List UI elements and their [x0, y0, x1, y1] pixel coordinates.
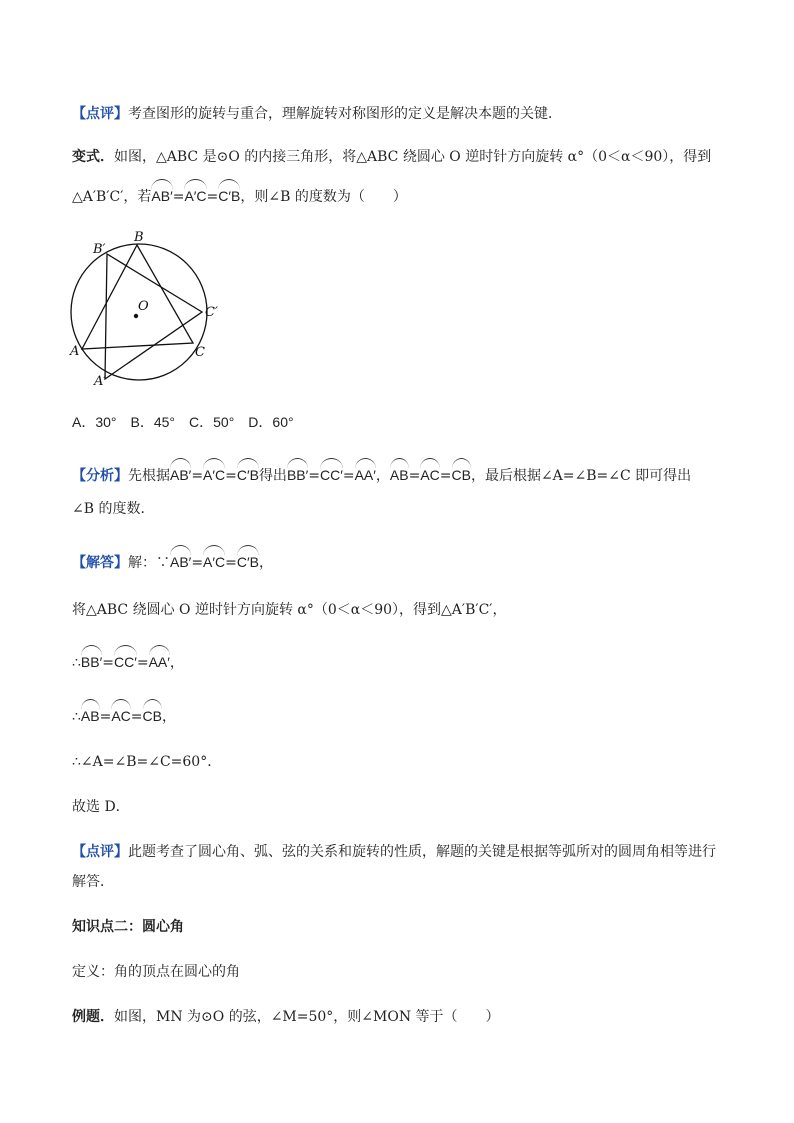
- review-paragraph-2-line-2: 解答．: [72, 874, 114, 890]
- arc: AA′: [149, 650, 170, 672]
- analysis-line-2: ∠B 的度数．: [72, 501, 155, 517]
- equals-sign: =: [342, 468, 355, 484]
- label-c-prime: C′: [205, 305, 218, 320]
- equals-sign: =: [225, 555, 237, 571]
- example-text: 如图，MN 为⊙O 的弦，∠M=50°，则∠MON 等于（ ）: [114, 1009, 500, 1025]
- equals-sign: =: [191, 555, 204, 571]
- variant-text-post: ，则∠B 的度数为（ ）: [240, 189, 407, 205]
- variant-line-1: [72, 147, 711, 167]
- review-text: 考查图形的旋转与重合，理解旋转对称图形的定义是解决本题的关键．: [128, 106, 562, 122]
- arc: CB: [452, 463, 471, 485]
- label-b-prime: B′: [93, 242, 106, 257]
- variant-text-pre: △A′B′C′，若: [72, 189, 152, 205]
- answer-options: A．30° B．45° C．50° D．60°: [72, 414, 294, 430]
- solution-text: ，: [258, 555, 273, 571]
- label-a-prime: A′: [94, 374, 107, 389]
- solution-text: 解：∵: [128, 555, 170, 571]
- arc: AA′: [355, 463, 376, 485]
- analysis-text: ，: [375, 468, 390, 484]
- knowledge-point-title: 知识点二：圆心角: [72, 919, 184, 935]
- solution-line-2: 将△ABC 绕圆心 O 逆时针方向旋转 α°（0＜α＜90），得到△A′B′C′，: [72, 602, 507, 618]
- arc: BB′: [287, 463, 308, 485]
- solution-tag: 【解答】: [72, 555, 128, 571]
- equals-sign: =: [136, 655, 149, 671]
- example-label: 例题．: [72, 1009, 114, 1025]
- arc: AC: [111, 704, 130, 726]
- arc: A′C: [203, 550, 225, 572]
- review-paragraph-2: [72, 842, 716, 862]
- solution-line-4: [72, 704, 176, 727]
- equals-sign: =: [130, 709, 143, 725]
- equals-sign: =: [225, 468, 237, 484]
- solution-text: ，: [169, 655, 184, 671]
- definition-line: 定义：角的顶点在圆心的角: [72, 964, 240, 980]
- arc-c-prime-b: C′B: [218, 184, 240, 206]
- therefore-symbol: ∴: [72, 709, 81, 725]
- arc-a-prime-c: A′C: [184, 184, 206, 206]
- equals-sign: =: [308, 468, 320, 484]
- equals-sign: =: [206, 189, 219, 205]
- example-line: [72, 1007, 500, 1027]
- solution-line-3: [72, 650, 184, 673]
- arc: AB′: [170, 463, 191, 485]
- label-o: O: [138, 299, 149, 314]
- equals-sign: =: [408, 468, 421, 484]
- label-a: A: [70, 344, 80, 359]
- solution-text: ，: [161, 709, 176, 725]
- label-b: B: [134, 230, 144, 245]
- circle-triangle-figure: [60, 225, 230, 395]
- analysis-text: ，最后根据∠A=∠B=∠C 即可得出: [470, 468, 692, 484]
- arc: BB′: [81, 650, 102, 672]
- solution-line-1: [72, 550, 273, 573]
- review-text: 此题考查了圆心角、弧、弦的关系和旋转的性质，解题的关键是根据等弧所对的圆周角相等进行: [128, 844, 716, 860]
- equals-sign: =: [99, 709, 112, 725]
- equals-sign: =: [102, 655, 114, 671]
- arc: AC: [420, 463, 439, 485]
- solution-line-6: 故选 D．: [72, 799, 130, 815]
- review-tag: 【点评】: [72, 844, 128, 860]
- arc: C′B: [237, 463, 259, 485]
- arc: CC′: [114, 650, 137, 672]
- analysis-text: 得出: [258, 468, 287, 484]
- analysis-text: 先根据: [128, 468, 170, 484]
- variant-label: 变式．: [72, 149, 114, 165]
- solution-line-5: ∴∠A=∠B=∠C=60°．: [72, 754, 222, 770]
- review-paragraph-1: [72, 104, 562, 124]
- variant-line-2: [72, 184, 407, 207]
- equals-sign: =: [191, 468, 204, 484]
- arc: C′B: [237, 550, 259, 572]
- arc: AB: [81, 704, 100, 726]
- center-point-o: [134, 314, 138, 318]
- variant-text: 如图，△ABC 是⊙O 的内接三角形，将△ABC 绕圆心 O 逆时针方向旋转 α°（0＜α＜90），得到: [114, 149, 712, 165]
- arc: A′C: [203, 463, 225, 485]
- arc: CC′: [320, 463, 343, 485]
- label-c: C: [195, 345, 205, 360]
- equals-sign: =: [172, 189, 185, 205]
- arc-ab-prime: AB′: [151, 184, 172, 206]
- analysis-line-1: [72, 463, 691, 486]
- arc: CB: [143, 704, 162, 726]
- arc: AB′: [170, 550, 191, 572]
- equals-sign: =: [439, 468, 452, 484]
- review-tag: 【点评】: [72, 106, 128, 122]
- arc: AB: [390, 463, 409, 485]
- therefore-symbol: ∴: [72, 655, 81, 671]
- analysis-tag: 【分析】: [72, 468, 128, 484]
